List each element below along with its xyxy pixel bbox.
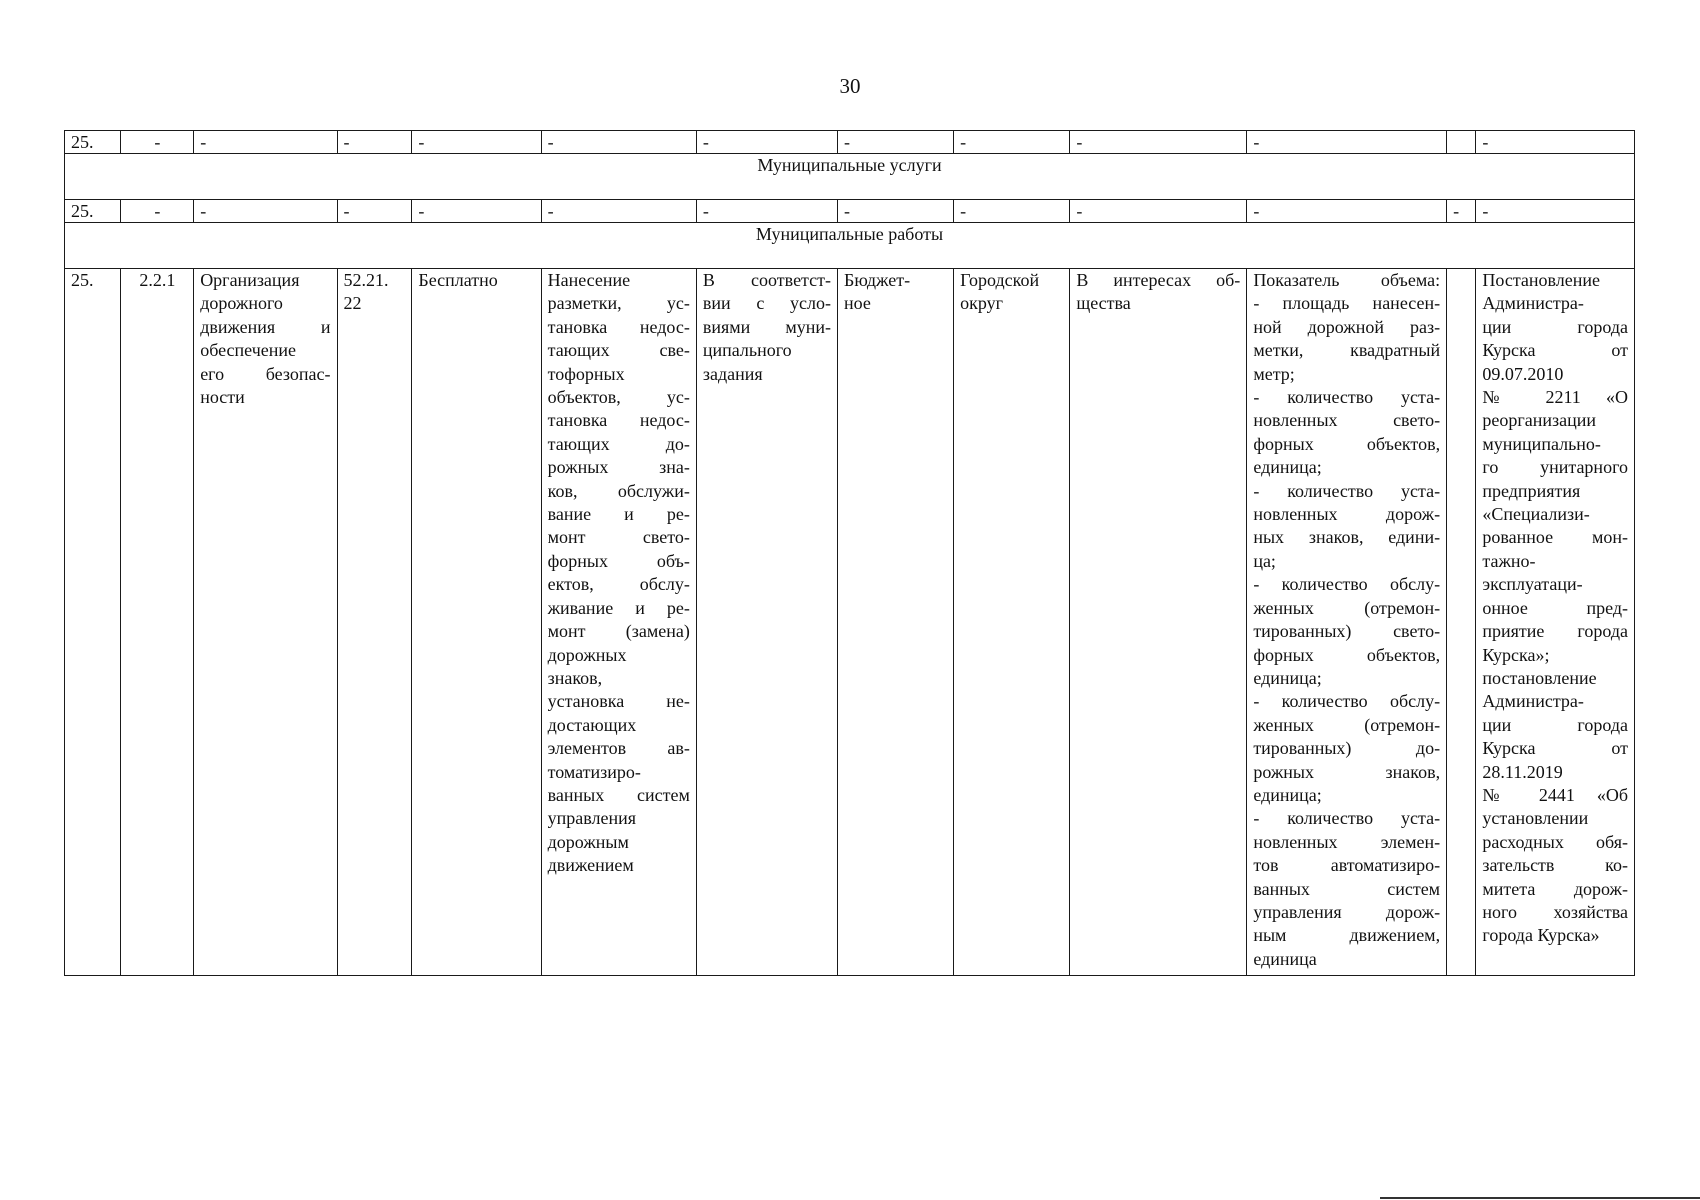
cell-line: единица; [1253,667,1322,688]
cell-line: ции города [1482,316,1628,337]
cell-line: ных знаков, едини- [1253,527,1441,548]
work-territory [954,269,1070,976]
dash-cell: - [1476,200,1635,223]
cell-line: зательств ко- [1482,855,1628,876]
cell-line: В интересах об- [1076,270,1241,290]
cell-line: Показатель объема: [1253,270,1441,290]
cell-line: эксплуатаци- [1482,574,1583,595]
cell-line: ца; [1253,550,1276,571]
cell-line: метки, квадратный [1253,340,1441,361]
dash-cell: - [337,200,412,223]
dash-cell: - [1476,131,1635,154]
cell-line: Городской [960,270,1040,290]
registry-table [64,130,1635,976]
work-indicators [1247,269,1447,976]
dash-cell: - [1070,131,1247,154]
cell-line: установка не- [547,691,690,712]
cell-line: - количество уста- [1253,387,1441,408]
cell-line: женных (отремон- [1253,597,1441,618]
cell-line: ектов, обслу- [547,574,690,595]
cell-line: онное пред- [1482,597,1628,618]
cell-line: тановка недос- [547,316,690,337]
section-works-row [65,223,1635,269]
cell-line: объектов, ус- [547,387,690,408]
cell-line: форных объектов, [1253,644,1441,665]
cell-line: Бюджет- [844,270,911,290]
cell-line: виями муни- [702,316,831,337]
cell-line: округ [960,293,1004,314]
cell-line: рожных зна- [547,457,690,478]
dash-cell: - [194,200,337,223]
cell-line: Курска от [1482,340,1628,361]
section-title-services: Муниципальные услуги [65,154,1635,200]
section-title-works: Муниципальные работы [65,223,1635,269]
cell-line: ванных систем [547,784,690,805]
cell-line: движением [547,855,634,876]
dash-cell: - [1247,200,1447,223]
cell-line: задания [702,363,763,384]
dash-cell: - [838,200,954,223]
cell-line: Курска»; [1482,644,1550,665]
dash-cell: - [541,200,696,223]
cell-line: единица; [1253,784,1322,805]
cell-line: Администра- [1482,691,1584,712]
cell-line: предприятия [1482,480,1581,501]
section-services-row [65,154,1635,200]
cell-line: тов автоматизиро- [1253,855,1441,876]
cell-line: № 2211 «О [1482,387,1628,408]
cell-line: митета дорож- [1482,878,1628,899]
cell-line: 09.07.2010 [1482,363,1564,384]
work-number: 25. [65,269,121,976]
cell-line: - количество уста- [1253,808,1441,829]
cell-line: тающих до- [547,433,690,454]
row-number: 25. [65,131,121,154]
cell-line: управления [547,808,637,829]
cell-line: 52.21. [343,270,389,290]
cell-line: ципального [702,340,792,361]
cell-line: элементов ав- [547,738,690,759]
cell-line: расходных обя- [1482,831,1628,852]
cell-line: новленных дорож- [1253,504,1441,525]
cell-line: монт (замена) [547,621,690,642]
cell-line: разметки, ус- [547,293,690,314]
work-consumers [1070,269,1247,976]
cell-line: ное [844,293,871,314]
cell-line: единица [1253,948,1317,969]
work-code: 2.2.1 [121,269,194,976]
cell-line: ванных систем [1253,878,1441,899]
work-name [194,269,337,976]
cell-line: № 2441 «Об [1482,784,1628,805]
cell-line: установлении [1482,808,1589,829]
work-content [541,269,696,976]
cell-line: обеспечение [200,340,297,361]
row-number: 25. [65,200,121,223]
cell-line: форных объ- [547,550,690,571]
dash-cell: - [541,131,696,154]
cell-line: его безопас- [200,363,331,384]
cell-line: единица; [1253,457,1322,478]
cell-line: Организация [200,270,300,290]
cell-line: рованное мон- [1482,527,1628,548]
cell-line: - количество обслу- [1253,574,1441,595]
cell-line: рожных знаков, [1253,761,1441,782]
cell-line: дорожным [547,831,629,852]
dash-cell: - [954,131,1070,154]
dash-cell: - [1070,200,1247,223]
cell-line: живание и ре- [547,597,690,618]
cell-line: тированных) свето- [1253,621,1441,642]
cell-line: 22 [343,293,362,314]
cell-line: тановка недос- [547,410,690,431]
cell-line: томатизиро- [547,761,641,782]
work-payment: Бесплатно [412,269,541,976]
footer-rule [1380,1197,1700,1199]
cell-line: - количество обслу- [1253,691,1441,712]
cell-line: достающих [547,714,637,735]
cell-line: движения и [200,316,331,337]
dash-cell: - [194,131,337,154]
cell-line: тажно- [1482,550,1536,571]
cell-line: знаков, [547,667,603,688]
services-dash-row [65,131,1635,154]
dash-cell: - [337,131,412,154]
cell-line: В соответст- [702,270,831,290]
dash-cell: - [121,131,194,154]
cell-line: монт свето- [547,527,690,548]
cell-line: постановление [1482,667,1597,688]
cell-line: ции города [1482,714,1628,735]
dash-cell: - [954,200,1070,223]
cell-line: тающих све- [547,340,690,361]
dash-cell: - [1247,131,1447,154]
cell-line: вии с усло- [702,293,831,314]
dash-cell: - [838,131,954,154]
cell-line: приятие города [1482,621,1628,642]
page-number: 30 [839,74,861,98]
cell-line: управления дорож- [1253,901,1441,922]
work-row [65,269,1635,976]
cell-line: ности [200,387,245,408]
cell-line: Курска от [1482,738,1628,759]
works-dash-row [65,200,1635,223]
cell-line: метр; [1253,363,1295,384]
cell-line: ного хозяйства [1482,901,1628,922]
cell-line: тофорных [547,363,625,384]
cell-line: дорожного [200,293,283,314]
cell-line: города Курска» [1482,925,1600,946]
work-okved [337,269,412,976]
cell-line: тированных) до- [1253,738,1441,759]
dash-cell: - [121,200,194,223]
cell-line: Постановление [1482,270,1601,290]
cell-line: ков, обслужи- [547,480,690,501]
work-extra [1447,269,1476,976]
cell-line: дорожных [547,644,627,665]
cell-line: Администра- [1482,293,1584,314]
cell-line: новленных элемен- [1253,831,1441,852]
cell-line: го унитарного [1482,457,1628,478]
cell-line: женных (отремон- [1253,714,1441,735]
cell-line: «Специализи- [1482,504,1590,525]
work-legal-basis [1476,269,1635,976]
dash-cell: - [696,200,837,223]
cell-line: вание и ре- [547,504,690,525]
dash-cell: - [412,131,541,154]
cell-line: 28.11.2019 [1482,761,1563,782]
cell-line: ным движением, [1253,925,1441,946]
cell-line: Нанесение [547,270,631,290]
cell-line: новленных свето- [1253,410,1441,431]
dash-cell: - [1447,200,1476,223]
empty-cell [1447,131,1476,154]
cell-line: муниципально- [1482,433,1601,454]
cell-line: - количество уста- [1253,480,1441,501]
cell-line: щества [1076,293,1131,314]
dash-cell: - [412,200,541,223]
work-conditions [696,269,837,976]
dash-cell: - [696,131,837,154]
cell-line: - площадь нанесен- [1253,293,1441,314]
cell-line: ной дорожной раз- [1253,316,1441,337]
cell-line: реорганизации [1482,410,1597,431]
work-institution-type [838,269,954,976]
cell-line: форных объектов, [1253,433,1441,454]
